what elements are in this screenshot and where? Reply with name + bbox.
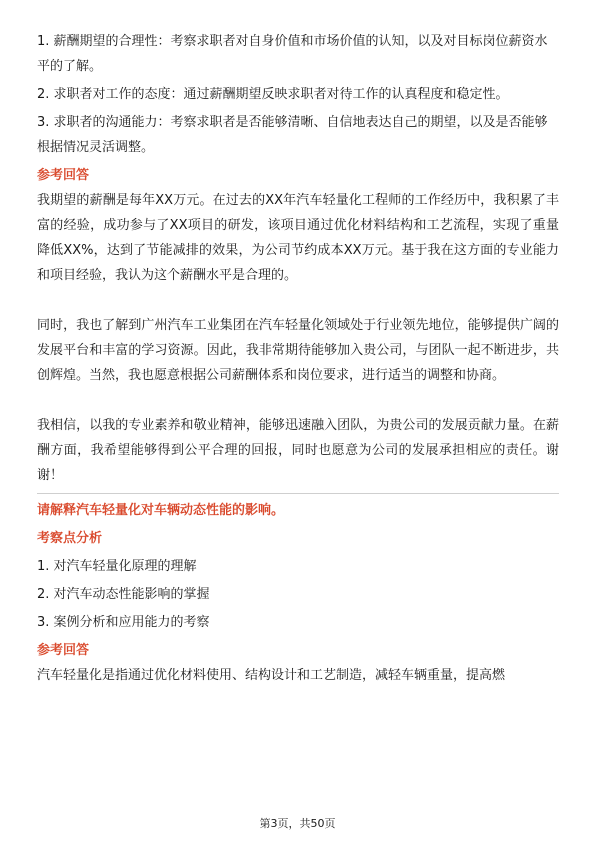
page-content [37,29,559,688]
answer-paragraph-1: 我期望的薪酬是每年XX万元。在过去的XX年汽车轻量化工程师的工作经历中，我积累了丰富的经验，成功参与了XX项目的研发，该项目通过优化材料结构和工艺流程，实现了重量降低XX%，达到了节能减排的效果，为公司节约成本XX万元。基于我在这方面的专业能力和项目经验，我认为这个薪酬水平是合理的。 [37,193,559,283]
section-divider [37,493,559,494]
question-heading: 请解释汽车轻量化对车辆动态性能的影响。 [37,503,285,518]
answer-paragraph-3: 我相信，以我的专业素养和敬业精神，能够迅速融入团队，为贵公司的发展贡献力量。在薪酬方面，我希望能够得到公平合理的回报，同时也愿意为公司的发展承担相应的责任。谢谢！ [37,418,559,483]
analysis-item-3: 3. 案例分析和应用能力的考察 [37,615,210,630]
criterion-item-2: 2. 求职者对工作的态度：通过薪酬期望反映求职者对待工作的认真程度和稳定性。 [37,87,509,102]
analysis-heading: 考察点分析 [37,531,103,546]
analysis-item-2: 2. 对汽车动态性能影响的掌握 [37,587,210,602]
answer-paragraph-2: 同时，我也了解到广州汽车工业集团在汽车轻量化领域处于行业领先地位，能够提供广阔的发展平台和丰富的学习资源。因此，我非常期待能够加入贵公司，与团队一起不断进步，共创辉煌。当然，我也愿意根据公司薪酬体系和岗位要求，进行适当的调整和协商。 [37,318,559,383]
analysis-item-1: 1. 对汽车轻量化原理的理解 [37,559,197,574]
criterion-item-1: 1. 薪酬期望的合理性：考察求职者对自身价值和市场价值的认知，以及对目标岗位薪资水平的了解。 [37,34,548,74]
criterion-item-3: 3. 求职者的沟通能力：考察求职者是否能够清晰、自信地表达自己的期望，以及是否能够根据情况灵活调整。 [37,115,548,155]
answer-paragraph-start: 汽车轻量化是指通过优化材料使用、结构设计和工艺制造，减轻车辆重量，提高燃 [37,668,506,683]
page-footer: 第3页，共50页 [259,817,336,830]
reference-answer-heading: 参考回答 [37,168,90,183]
reference-answer-heading-2: 参考回答 [37,643,90,658]
